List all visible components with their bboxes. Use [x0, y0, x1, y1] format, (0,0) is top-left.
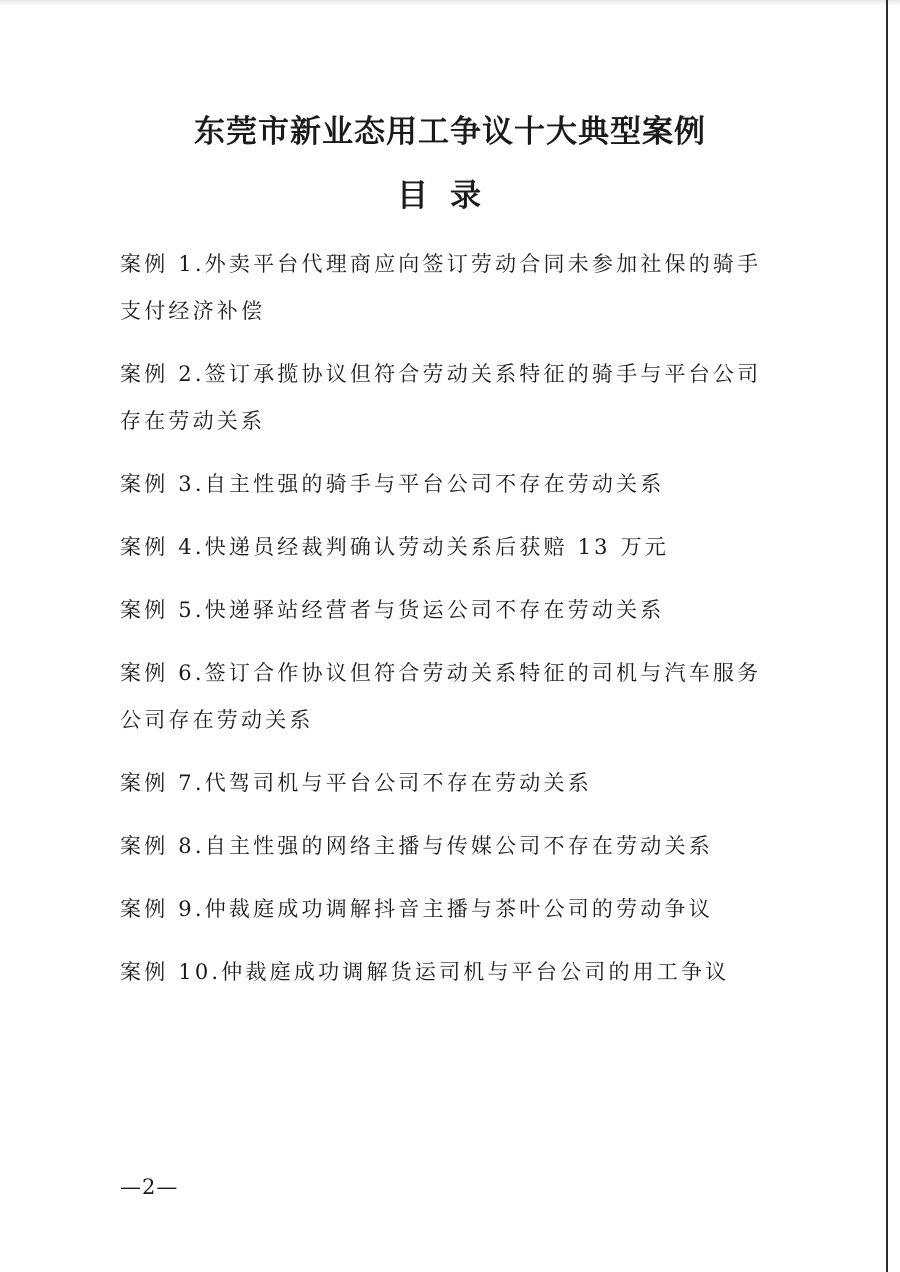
toc-item-1: 案例 1.外卖平台代理商应向签订劳动合同未参加社保的骑手支付经济补偿	[120, 252, 762, 323]
scan-top-edge	[0, 0, 900, 6]
toc-item-7: 案例 7.代驾司机与平台公司不存在劳动关系	[120, 771, 592, 795]
toc-item-8: 案例 8.自主性强的网络主播与传媒公司不存在劳动关系	[120, 834, 713, 858]
toc-heading	[0, 172, 900, 220]
toc-item-5: 案例 5.快递驿站经营者与货运公司不存在劳动关系	[120, 598, 665, 622]
toc-item-6: 案例 6.签订合作协议但符合劳动关系特征的司机与汽车服务公司存在劳动关系	[120, 661, 762, 732]
toc-item-2: 案例 2.签订承揽协议但符合劳动关系特征的骑手与平台公司存在劳动关系	[120, 362, 762, 433]
document-title: 东莞市新业态用工争议十大典型案例	[194, 114, 706, 150]
toc-item-9: 案例 9.仲裁庭成功调解抖音主播与茶叶公司的劳动争议	[120, 897, 713, 921]
toc-list	[120, 241, 780, 1012]
toc-heading-text: 目录	[397, 178, 503, 214]
toc-item-4: 案例 4.快递员经裁判确认劳动关系后获赔 13 万元	[120, 535, 669, 559]
page-number: —2—	[120, 1175, 179, 1199]
toc-item-10: 案例 10.仲裁庭成功调解货运司机与平台公司的用工争议	[120, 960, 730, 984]
toc-item-3: 案例 3.自主性强的骑手与平台公司不存在劳动关系	[120, 472, 665, 496]
